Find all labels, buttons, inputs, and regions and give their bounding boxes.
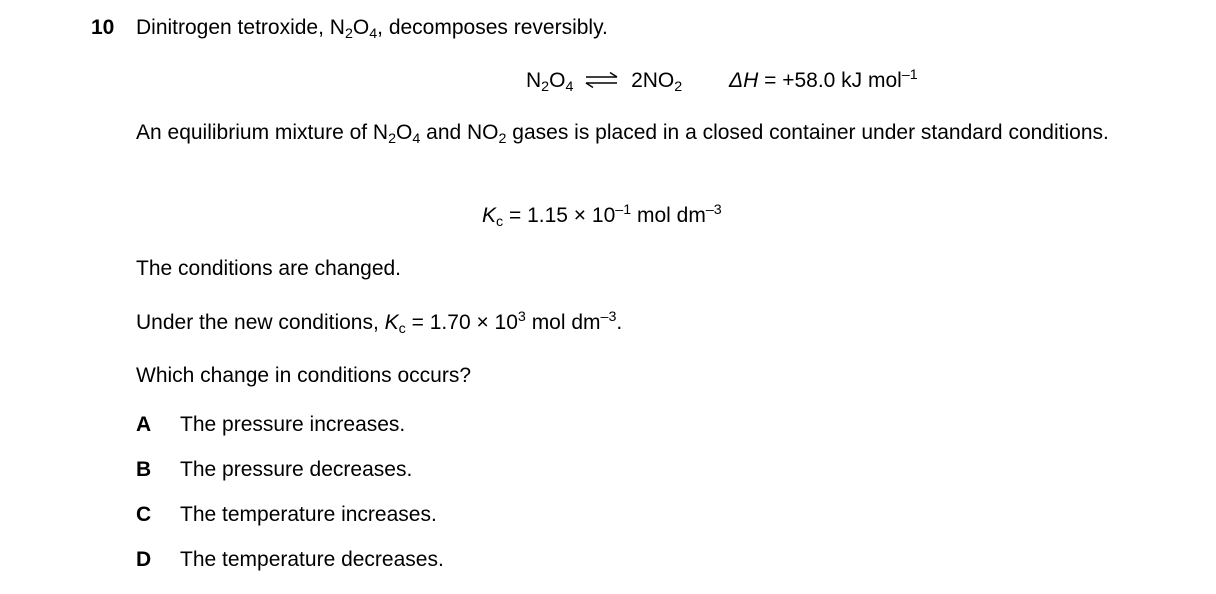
option-text: The pressure increases.: [180, 413, 406, 436]
delta-h-value: = +58.0 kJ mol: [758, 69, 902, 92]
stem-text: Dinitrogen tetroxide, N: [136, 16, 345, 39]
sentence-end: .: [616, 311, 623, 334]
option-text: The temperature increases.: [180, 503, 437, 526]
delta-h-unit-exponent: –1: [901, 67, 918, 84]
reactant-text: O: [549, 69, 566, 92]
stem-text: O: [352, 16, 370, 39]
kc-exponent: 3: [517, 309, 526, 326]
initial-kc: [482, 202, 722, 230]
option-d[interactable]: [136, 549, 444, 570]
kc-value: = 1.15 × 10: [503, 204, 616, 227]
new-conditions-kc: [136, 309, 623, 337]
mixture-text: and NO: [420, 121, 499, 144]
option-letter: C: [136, 503, 152, 526]
option-a[interactable]: [136, 414, 405, 435]
option-letter: D: [136, 548, 152, 571]
mixture-subscript: 4: [412, 130, 421, 147]
kc-subscript: c: [496, 213, 504, 230]
question-stem: [136, 16, 608, 42]
equilibrium-arrow-icon: [585, 71, 619, 92]
kc-unit-exponent: –3: [600, 309, 617, 326]
kc-subscript: c: [398, 320, 406, 337]
mixture-text: O: [396, 121, 413, 144]
kc-value: = 1.70 × 10: [405, 311, 518, 334]
product-subscript: 2: [674, 78, 683, 95]
question-prompt: Which change in conditions occurs?: [136, 364, 472, 387]
reactant-text: N: [526, 69, 542, 92]
mixture-text: gases is placed in a closed container under standard conditions.: [506, 121, 1109, 144]
question-number: [91, 17, 114, 38]
new-conditions-text: Under the new conditions,: [136, 311, 385, 334]
conditions-changed-text: The conditions are changed.: [136, 257, 402, 280]
delta-h-symbol: ΔH: [729, 69, 759, 92]
stem-subscript: 2: [344, 25, 353, 42]
kc-unit: mol dm: [525, 311, 601, 334]
enthalpy-change: [729, 67, 918, 92]
stem-subscript: 4: [369, 25, 378, 42]
option-text: The pressure decreases.: [180, 458, 413, 481]
option-letter: B: [136, 458, 152, 481]
option-c[interactable]: [136, 504, 437, 525]
kc-symbol: K: [384, 311, 399, 334]
question-number-text: 10: [91, 16, 115, 39]
reactant-subscript: 2: [541, 78, 550, 95]
mixture-paragraph: [136, 119, 1126, 147]
reactant-subscript: 4: [565, 78, 574, 95]
kc-unit: mol dm: [631, 204, 706, 227]
mixture-subscript: 2: [388, 130, 397, 147]
kc-exponent: –1: [615, 202, 632, 219]
option-b[interactable]: [136, 459, 412, 480]
mixture-text: An equilibrium mixture of N: [136, 121, 389, 144]
option-text: The temperature decreases.: [180, 548, 444, 571]
option-letter: A: [136, 413, 152, 436]
mixture-subscript: 2: [498, 130, 507, 147]
kc-unit-exponent: –3: [705, 202, 722, 219]
stem-text: , decomposes reversibly.: [377, 16, 608, 39]
reaction-equation: [526, 69, 683, 95]
product-text: 2NO: [631, 69, 675, 92]
kc-symbol: K: [482, 204, 497, 227]
